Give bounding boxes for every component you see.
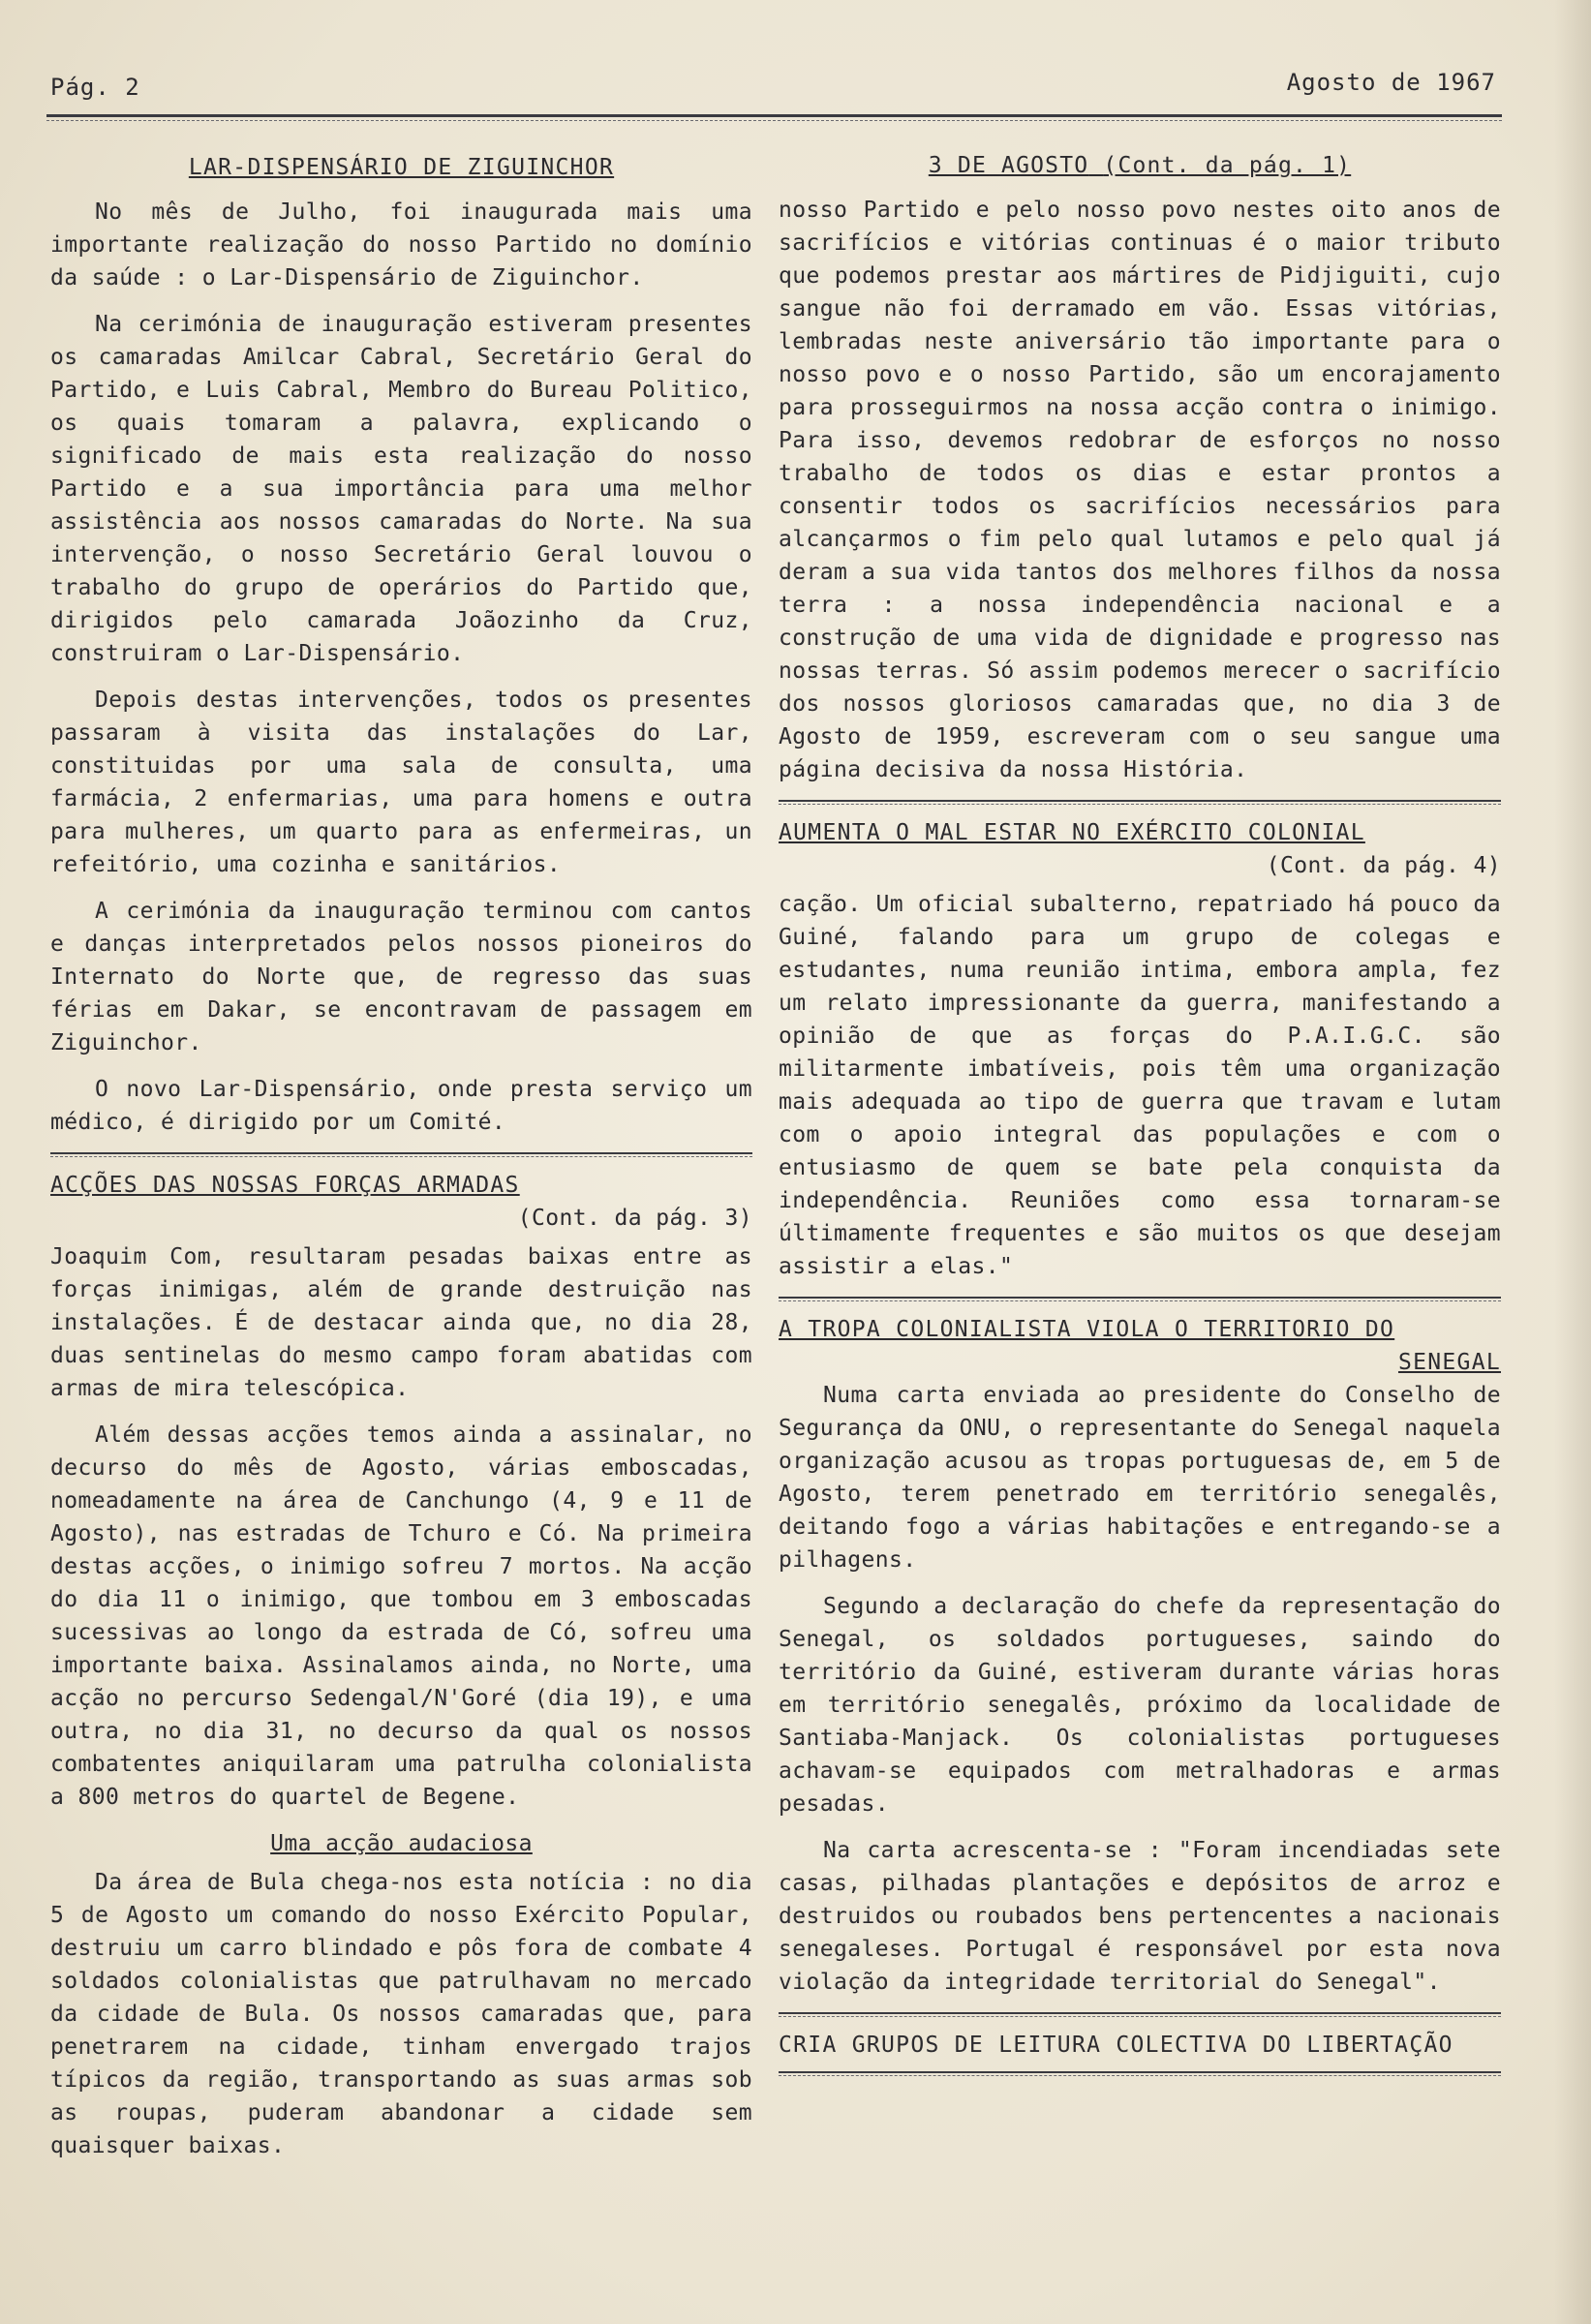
paragraph: Na carta acrescenta-se : "Foram incendiadas sete casas, pilhadas plantações e depósitos de arroz e destruidos ou roubados bens pertencentes a nacionais senegaleses. Portugal é responsável por esta nova violação da integridade territorial do Senegal". <box>779 1838 1501 1995</box>
article-title-accoes: ACÇÕES DAS NOSSAS FORÇAS ARMADAS <box>50 1173 520 1198</box>
subheading-accao-audaciosa: Uma acção audaciosa <box>270 1831 533 1856</box>
paragraph: O novo Lar-Dispensário, onde presta serviço um médico, é dirigido por um Comité. <box>50 1077 752 1135</box>
page-header <box>50 64 1496 107</box>
paragraph: Depois destas intervenções, todos os presentes passaram à visita das instalações do Lar, constituidas por uma sala de consulta, uma farmácia, 2 enfermarias, uma para homens e outra para mulheres, um quarto para as enfermeiras, un refeitório, uma cozinha e sanitários. <box>50 688 752 877</box>
section-divider <box>50 1152 752 1157</box>
page-number: Pág. 2 <box>50 74 140 101</box>
section-divider <box>779 1297 1501 1301</box>
left-column <box>50 145 752 2176</box>
article-title-text: 3 DE AGOSTO <box>928 153 1089 178</box>
section-divider <box>779 800 1501 805</box>
article-title-3-agosto <box>779 149 1501 182</box>
section-divider <box>779 2012 1501 2017</box>
article-title-tropa-colonialista: A TROPA COLONIALISTA VIOLA O TERRITORIO DO <box>779 1317 1395 1342</box>
paragraph: Segundo a declaração do chefe da representação do Senegal, os soldados portugueses, saindo do território da Guiné, estiveram durante várias horas em território senegalês, próximo da localidade de Santiaba-Manjack. Os colonialistas portugueses achavam-se equipados com metralhadoras e armas pesadas. <box>779 1594 1501 1817</box>
paragraph: Da área de Bula chega-nos esta notícia : no dia 5 de Agosto um comando do nosso Exército Popular, destruiu um carro blindado e pôs fora de combate 4 soldados colonialistas que patrulhavam no mercado da cidade de Bula. Os nossos camaradas que, para penetrarem na cidade, tinham envergado trajos típicos da região, transportando as suas armas sob as roupas, puderam abandonar a cidade sem quaisquer baixas. <box>50 1870 752 2158</box>
continued-from: (Cont. da pág. 3) <box>517 1206 752 1231</box>
header-rule <box>46 114 1502 121</box>
article-title-mal-estar: AUMENTA O MAL ESTAR NO EXÉRCITO COLONIAL <box>779 820 1365 845</box>
paragraph: No mês de Julho, foi inaugurada mais uma importante realização do nosso Partido no domínio da saúde : o Lar-Dispensário de Ziguinchor. <box>50 199 752 290</box>
footer-slogan: CRIA GRUPOS DE LEITURA COLECTIVA DO LIBERTAÇÃO <box>779 2033 1453 2058</box>
article-title-lar-dispensario: LAR-DISPENSÁRIO DE ZIGUINCHOR <box>188 155 615 180</box>
paragraph: Joaquim Com, resultaram pesadas baixas entre as forças inimigas, além de grande destruição nas instalações. É de destacar ainda que, no dia 28, duas sentinelas do mesmo campo foram abatidas com armas de mira telescópica. <box>50 1244 752 1401</box>
continued-from: (Cont. da pág. 4) <box>1266 853 1501 878</box>
footer-rule <box>779 2071 1501 2076</box>
paragraph: Numa carta enviada ao presidente do Conselho de Segurança da ONU, o representante do Senegal naquela organização acusou as tropas portuguesas de, em 5 de Agosto, terem penetrado em território senegalês, deitando fogo a várias habitações e entregando-se a pilhagens. <box>779 1383 1501 1573</box>
paragraph: A cerimónia da inauguração terminou com cantos e danças interpretados pelos nossos pioneiros do Internato do Norte que, de regresso das suas férias em Dakar, se encontravam de passagem em Ziguinchor. <box>50 899 752 1055</box>
right-column <box>779 145 1501 2088</box>
paper-edge-shadow <box>1554 0 1591 2324</box>
paragraph: cação. Um oficial subalterno, repatriado há pouco da Guiné, falando para um grupo de colegas e estudantes, numa reunião intima, embora ampla, fez um relato impressionante da guerra, manifestando a opinião de que as forças do P.A.I.G.C. são militarmente imbatíveis, pois têm uma organização mais adequada ao tipo de guerra que travam e lutam com o apoio integral das populações e com o entusiasmo de quem se bate pela conquista da independência. Reuniões como essa tornaram-se últimamente frequentes e são muitos os que desejam assistir a elas." <box>779 892 1501 1279</box>
paragraph: Na cerimónia de inauguração estiveram presentes os camaradas Amilcar Cabral, Secretário Geral do Partido, e Luis Cabral, Membro do Bureau Politico, os quais tomaram a palavra, explicando o significado de mais esta realização do nosso Partido e a sua importância para uma melhor assistência aos nossos camaradas do Norte. Na sua intervenção, o nosso Secretário Geral louvou o trabalho do grupo de operários do Partido que, dirigidos pelo camarada Joãozinho da Cruz, construiram o Lar-Dispensário. <box>50 312 752 666</box>
paragraph: nosso Partido e pelo nosso povo nestes oito anos de sacrifícios e vitórias continuas é o maior tributo que podemos prestar aos mártires de Pidjiguiti, cujo sangue não foi derramado em vão. Essas vitórias, lembradas neste aniversário tão importante para o nosso povo e o nosso Partido, são um encorajamento para prosseguirmos na nossa acção contra o inimigo. Para isso, devemos redobrar de esforços no nosso trabalho de todos os dias e estar prontos a consentir todos os sacrifícios necessários para alcançarmos o fim pelo qual lutamos e pelo qual já deram a sua vida tantos dos melhores filhos da nossa terra : a nossa independência nacional e a construção de uma vida de dignidade e progresso nas nossas terras. Só assim podemos merecer o sacrifício dos nossos gloriosos camaradas que, no dia 3 de Agosto de 1959, escreveram com o seu sangue uma página decisiva da nossa História. <box>779 198 1501 782</box>
article-title-senegal: SENEGAL <box>1397 1350 1501 1375</box>
paragraph: Além dessas acções temos ainda a assinalar, no decurso do mês de Agosto, várias emboscadas, nomeadamente na área de Canchungo (4, 9 e 11 de Agosto), nas estradas de Tchuro e Có. Na primeira destas acções, o inimigo sofreu 7 mortos. Na acção do dia 11 o inimigo, que tombou em 3 emboscadas sucessivas ao longo da estrada de Có, sofreu uma importante baixa. Assinalamos ainda, no Norte, uma acção no percurso Sedengal/N'Goré (dia 19), e uma outra, no dia 31, no decurso da qual os nossos combatentes aniquilaram uma patrulha colonialista a 800 metros do quartel de Begene. <box>50 1422 752 1810</box>
issue-date: Agosto de 1967 <box>1286 69 1496 96</box>
continued-from: (Cont. da pág. 1) <box>1103 153 1352 178</box>
